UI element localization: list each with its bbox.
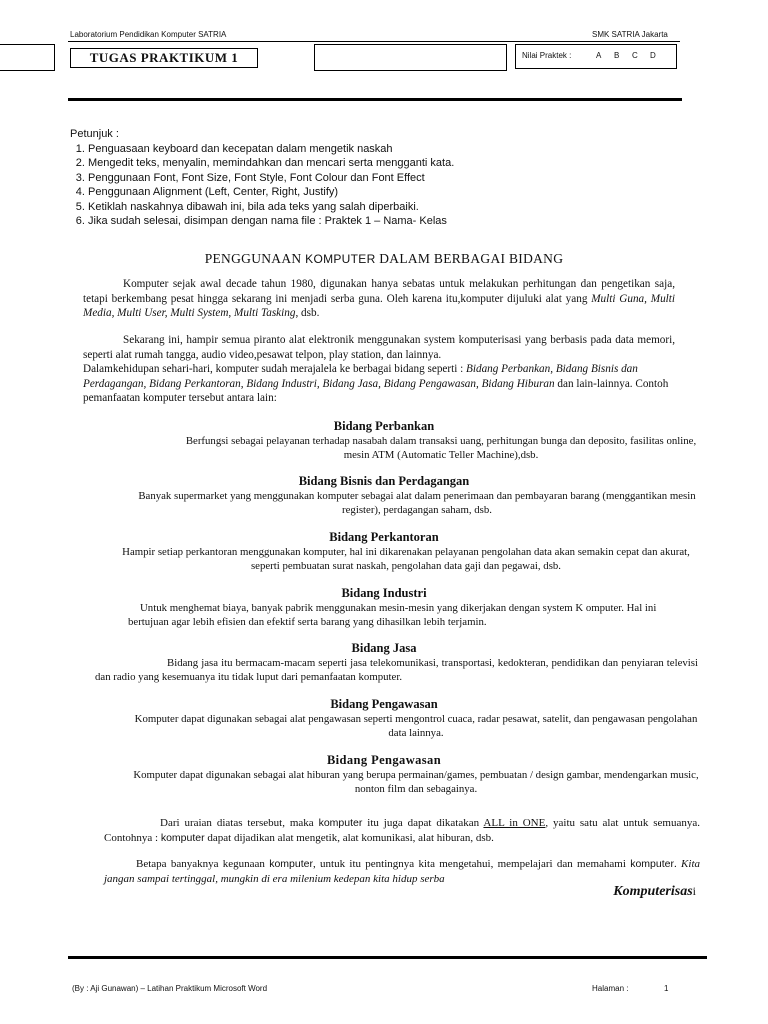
section-text-perbankan: Berfungsi sebagai pelayanan terhadap nasabah dalam transaksi uang, perhitungan bunga dan deposito, fasilitas online, mesin ATM (Automatic Teller Machine),dsb. bbox=[185, 435, 697, 461]
grade-label: Nilai Praktek : bbox=[522, 51, 572, 60]
header-top-rule bbox=[68, 41, 680, 42]
grade-a: A bbox=[596, 51, 602, 60]
section-title-perbankan: Bidang Perbankan bbox=[333, 419, 435, 433]
task-title: TUGAS PRAKTIKUM 1 bbox=[89, 50, 239, 65]
instruction-item: 1. Penguasaan keyboard dan kecepatan dalam mengetik naskah bbox=[88, 142, 690, 157]
section-title-industri: Bidang Industri bbox=[341, 586, 427, 600]
grade-b: B bbox=[614, 51, 620, 60]
footer-credit: (By : Aji Gunawan) – Latihan Praktikum Microsoft Word bbox=[72, 984, 268, 993]
section-text-hiburan: Komputer dapat digunakan sebagai alat hiburan yang berupa permainan/games, pembuatan / design gambar, mendengarkan music, nonton film dan sebagainya. bbox=[133, 769, 699, 795]
instructions bbox=[70, 127, 690, 229]
conclusion-1: Dari uraian diatas tersebut, maka komputer itu juga dapat dikatakan ALL in ONE, yaitu satu alat untuk semuanya. Contohnya : komputer dapat dijadikan alat mengetik, alat komunikasi, alat hiburan, dsb. bbox=[104, 817, 700, 844]
name-box bbox=[314, 44, 507, 71]
lab-name: Laboratorium Pendidikan Komputer SATRIA bbox=[70, 30, 227, 39]
grade-box bbox=[515, 44, 677, 69]
instruction-item: 6. Jika sudah selesai, disimpan dengan nama file : Praktek 1 – Nama- Kelas bbox=[88, 214, 690, 229]
paragraph-1: Komputer sejak awal decade tahun 1980, digunakan hanya sebatas untuk melakukan perhitungan dan pengetikan saja, tetapi berkembang pesat hingga sekarang ini menjadi serba guna. Oleh karena itu,komputer dijuluki alat yang Multi Guna, Multi Media, Multi User, Multi System, Multi Tasking, dsb. bbox=[83, 278, 675, 319]
section-title-jasa: Bidang Jasa bbox=[351, 641, 417, 655]
grade-c: C bbox=[632, 51, 638, 60]
section-text-bisnis: Banyak supermarket yang menggunakan komputer sebagai alat dalam penerimaan dan pembayaran barang (menggantikan mesin register), perdagangan saham, dsb. bbox=[138, 490, 696, 516]
instruction-item: 3. Penggunaan Font, Font Size, Font Style, Font Colour dan Font Effect bbox=[88, 171, 690, 186]
conclusion-2: Betapa banyaknya kegunaan komputer, untuk itu pentingnya kita mengetahui, mempelajari dan memahami komputer. Kita jangan sampai tertinggal, mungkin di era milenium kedepan kita hidup serba bbox=[104, 858, 700, 885]
grade-d: D bbox=[650, 51, 656, 60]
article-title: PENGGUNAAN KOMPUTER DALAM BERBAGAI BIDANG bbox=[204, 251, 564, 266]
section-text-industri: Untuk menghemat biaya, banyak pabrik menggunakan mesin-mesin yang dikerjakan dengan system K omputer. Hal ini bertujuan agar lebih efisien dan efektif serta barang yang dihasilkan lebih terjamin. bbox=[128, 602, 657, 628]
footer-page-label: Halaman : bbox=[592, 984, 629, 993]
footer-page-number: 1 bbox=[664, 984, 669, 993]
instruction-item: 5. Ketiklah naskahnya dibawah ini, bila ada teks yang salah diperbaiki. bbox=[88, 200, 690, 215]
footer-thick-rule bbox=[68, 956, 707, 959]
section-title-pengawasan: Bidang Pengawasan bbox=[330, 697, 438, 711]
instruction-item: 4. Penggunaan Alignment (Left, Center, Right, Justify) bbox=[88, 185, 690, 200]
header-thick-rule bbox=[68, 98, 682, 101]
school-name: SMK SATRIA Jakarta bbox=[592, 30, 668, 39]
section-text-perkantoran: Hampir setiap perkantoran menggunakan komputer, hal ini dikarenakan pelayanan pengolahan data akan semakin cepat dan akurat, seperti pembuatan surat naskah, pengolahan data gaji dan pegawai, dsb. bbox=[122, 546, 690, 572]
conclusion-end: Komputerisasi bbox=[613, 884, 696, 899]
section-title-perkantoran: Bidang Perkantoran bbox=[329, 530, 439, 544]
section-title-bisnis: Bidang Bisnis dan Perdagangan bbox=[298, 474, 470, 488]
section-title-hiburan: Bidang Pengawasan bbox=[326, 753, 442, 767]
instructions-list bbox=[70, 142, 690, 229]
section-text-jasa: Bidang jasa itu bermacam-macam seperti jasa telekomunikasi, transportasi, kedokteran, pendidikan dan penyiaran televisi dan radio yang kesemuanya itu tidak luput dari pemanfaatan komputer. bbox=[95, 657, 698, 683]
left-edge-box bbox=[0, 44, 55, 71]
task-title-box bbox=[70, 48, 258, 68]
instruction-item: 2. Mengedit teks, menyalin, memindahkan dan mencari serta mengganti kata. bbox=[88, 156, 690, 171]
instructions-heading: Petunjuk : bbox=[70, 128, 119, 140]
section-text-pengawasan: Komputer dapat digunakan sebagai alat pengawasan seperti mengontrol cuaca, radar pesawat, satelit, dan pengawasan pengolahan data lainnya. bbox=[134, 713, 698, 739]
paragraph-2: Sekarang ini, hampir semua piranto alat elektronik menggunakan system komputerisasi yang berbasis pada data memori, seperti alat rumah tangga, audio video,pesawat telpon, play station, dan lainnya. Dalamkehidupan sehari-hari, komputer sudah merajalela ke berbagai bidang seperti : Bidang Perbankan, Bidang Bisnis dan Perdagangan, Bidang Perkantoran, Bidang Industri, Bidang Jasa, Bidang Pengawasan, Bidang Hiburan dan lain-lainnya. Contoh pemanfaatan komputer tersebut antara lain: bbox=[83, 334, 675, 404]
